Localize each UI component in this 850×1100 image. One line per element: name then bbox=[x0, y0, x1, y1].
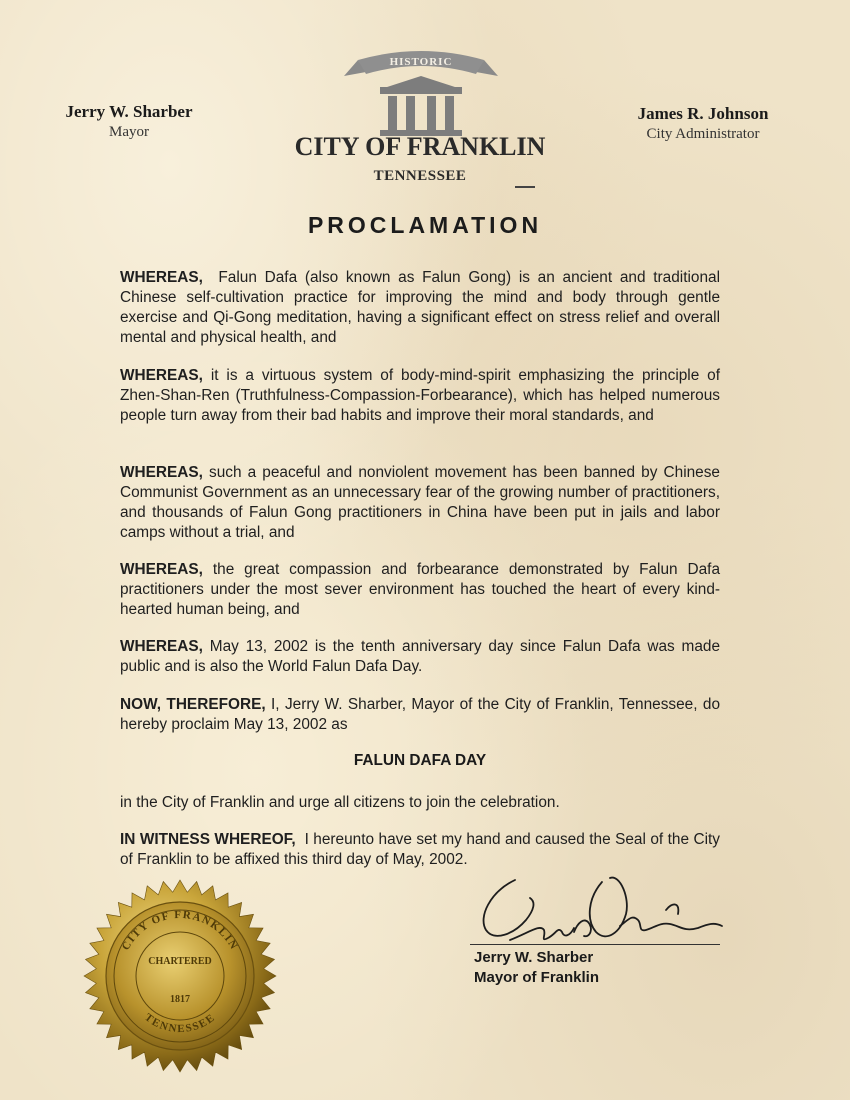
paragraph-lead: WHEREAS, bbox=[120, 561, 203, 578]
paragraph-lead: IN WITNESS WHEREOF, bbox=[120, 831, 296, 848]
city-seal bbox=[82, 878, 278, 1074]
signer-name: Jerry W. Sharber bbox=[474, 949, 594, 966]
paragraph-lead: WHEREAS, bbox=[120, 638, 203, 655]
city-logo bbox=[336, 46, 506, 138]
paragraph-text: the great compassion and forbearance demonstrated by Falun Dafa practitioners under the most sever environment has touched the heart of every kind-hearted human being, and bbox=[120, 561, 720, 618]
paragraph-text: it is a virtuous system of body-mind-spirit emphasizing the principle of Zhen-Shan-Ren (Truthfulness-Compassion-Forbearance), which has helped numerous people turn away from their bad habits and improve their moral standards, and bbox=[120, 367, 720, 424]
paragraph-text: I hereunto have set my hand and caused the Seal of the City of Franklin to be affixed this third day of May, 2002. bbox=[120, 831, 720, 868]
seal-chartered-text: CHARTERED bbox=[148, 956, 212, 967]
paragraph-text: Falun Dafa (also known as Falun Gong) is an ancient and traditional Chinese self-cultivation practice for improving the mind and body through gentle exercise and Qi-Gong meditation, having a significant effect on stress relief and overall mental and physical health, and bbox=[120, 269, 720, 346]
paragraph-lead: WHEREAS, bbox=[120, 464, 203, 481]
city-name: CITY OF FRANKLIN bbox=[294, 132, 546, 161]
signer-block bbox=[474, 948, 599, 988]
whereas-paragraph bbox=[120, 560, 720, 620]
seal-top-text: CITY OF FRANKLIN bbox=[119, 908, 241, 953]
whereas-paragraph bbox=[120, 366, 720, 426]
seal-year-text: 1817 bbox=[170, 994, 190, 1005]
therefore-paragraph bbox=[120, 695, 720, 735]
paragraph-text: in the City of Franklin and urge all citizens to join the celebration. bbox=[120, 794, 560, 811]
divider bbox=[515, 186, 535, 188]
paragraph-lead: WHEREAS, bbox=[120, 367, 203, 384]
gold-seal-icon bbox=[82, 878, 278, 1074]
document-title: PROCLAMATION bbox=[307, 212, 543, 238]
signature-line bbox=[470, 944, 720, 945]
mayor-block bbox=[44, 102, 214, 141]
whereas-paragraph bbox=[120, 637, 720, 677]
signature bbox=[470, 862, 740, 962]
administrator-title: City Administrator bbox=[646, 126, 760, 142]
whereas-paragraph bbox=[120, 463, 720, 543]
mayor-title: Mayor bbox=[109, 124, 149, 140]
state-name: TENNESSEE bbox=[373, 168, 467, 184]
administrator-block bbox=[618, 104, 788, 143]
paragraph-lead: NOW, THEREFORE, bbox=[120, 696, 266, 713]
handwritten-signature-icon bbox=[470, 862, 740, 962]
proclaimed-day: FALUN DAFA DAY bbox=[353, 752, 487, 769]
seal-bottom-text: TENNESSEE bbox=[142, 1011, 218, 1036]
paragraph-lead: WHEREAS, bbox=[120, 269, 203, 286]
paragraph-text: I, Jerry W. Sharber, Mayor of the City of Franklin, Tennessee, do hereby proclaim May 13, 2002 as bbox=[120, 696, 721, 733]
mayor-name: Jerry W. Sharber bbox=[65, 102, 193, 121]
closing-paragraph bbox=[120, 793, 720, 813]
whereas-paragraph bbox=[120, 268, 720, 348]
administrator-name: James R. Johnson bbox=[637, 104, 769, 123]
paragraph-text: May 13, 2002 is the tenth anniversary day since Falun Dafa was made public and is also the World Falun Dafa Day. bbox=[120, 638, 721, 675]
signer-title: Mayor of Franklin bbox=[474, 969, 600, 986]
paragraph-text: such a peaceful and nonviolent movement has been banned by Chinese Communist Government as an unnecessary fear of the growing number of practitioners, and thousands of Falun Gong practitioners in China have been put in jails and labor camps without a trial, and bbox=[120, 464, 720, 541]
logo-banner-text: HISTORIC bbox=[389, 56, 453, 68]
